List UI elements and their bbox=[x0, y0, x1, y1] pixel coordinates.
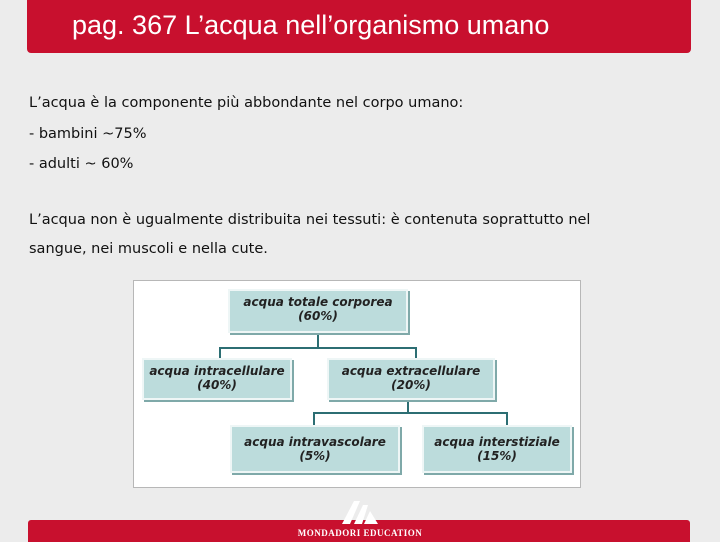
header-bar bbox=[27, 0, 691, 53]
body-text-line-4: L’acqua non è ugualmente distribuita nei tessuti: è contenuta soprattutto nel bbox=[29, 212, 591, 228]
connector-line bbox=[317, 332, 319, 348]
water-distribution-diagram bbox=[133, 280, 581, 488]
connector-line bbox=[313, 412, 315, 426]
body-text-line-3: - adulti ~ 60% bbox=[29, 156, 134, 172]
box-intracellular-water bbox=[142, 358, 292, 400]
body-text-line-2: - bambini ~75% bbox=[29, 126, 147, 142]
box-intravascular-water bbox=[230, 425, 400, 473]
publisher-logo-icon bbox=[340, 499, 380, 525]
box-label: acqua totale corporea bbox=[243, 295, 393, 309]
connector-line bbox=[506, 412, 508, 426]
connector-line bbox=[313, 412, 508, 414]
box-extracellular-water bbox=[327, 358, 495, 400]
body-text-line-5: sangue, nei muscoli e nella cute. bbox=[29, 241, 268, 257]
box-label: acqua intravascolare bbox=[244, 435, 386, 449]
box-total-body-water bbox=[228, 289, 408, 333]
box-label: acqua intracellulare bbox=[149, 364, 285, 378]
box-label: acqua interstiziale bbox=[434, 435, 560, 449]
box-interstitial-water bbox=[422, 425, 572, 473]
box-value: (40%) bbox=[197, 378, 237, 392]
box-value: (20%) bbox=[391, 378, 431, 392]
box-value: (5%) bbox=[299, 449, 331, 463]
publisher-logo-text: MONDADORI EDUCATION bbox=[297, 528, 423, 538]
connector-line bbox=[219, 347, 417, 349]
box-label: acqua extracellulare bbox=[341, 364, 481, 378]
box-value: (60%) bbox=[298, 309, 338, 323]
connector-line bbox=[407, 398, 409, 413]
box-value: (15%) bbox=[477, 449, 517, 463]
body-text-line-1: L’acqua è la componente più abbondante nel corpo umano: bbox=[29, 95, 464, 111]
page-title: pag. 367 L’acqua nell’organismo umano bbox=[72, 10, 550, 40]
